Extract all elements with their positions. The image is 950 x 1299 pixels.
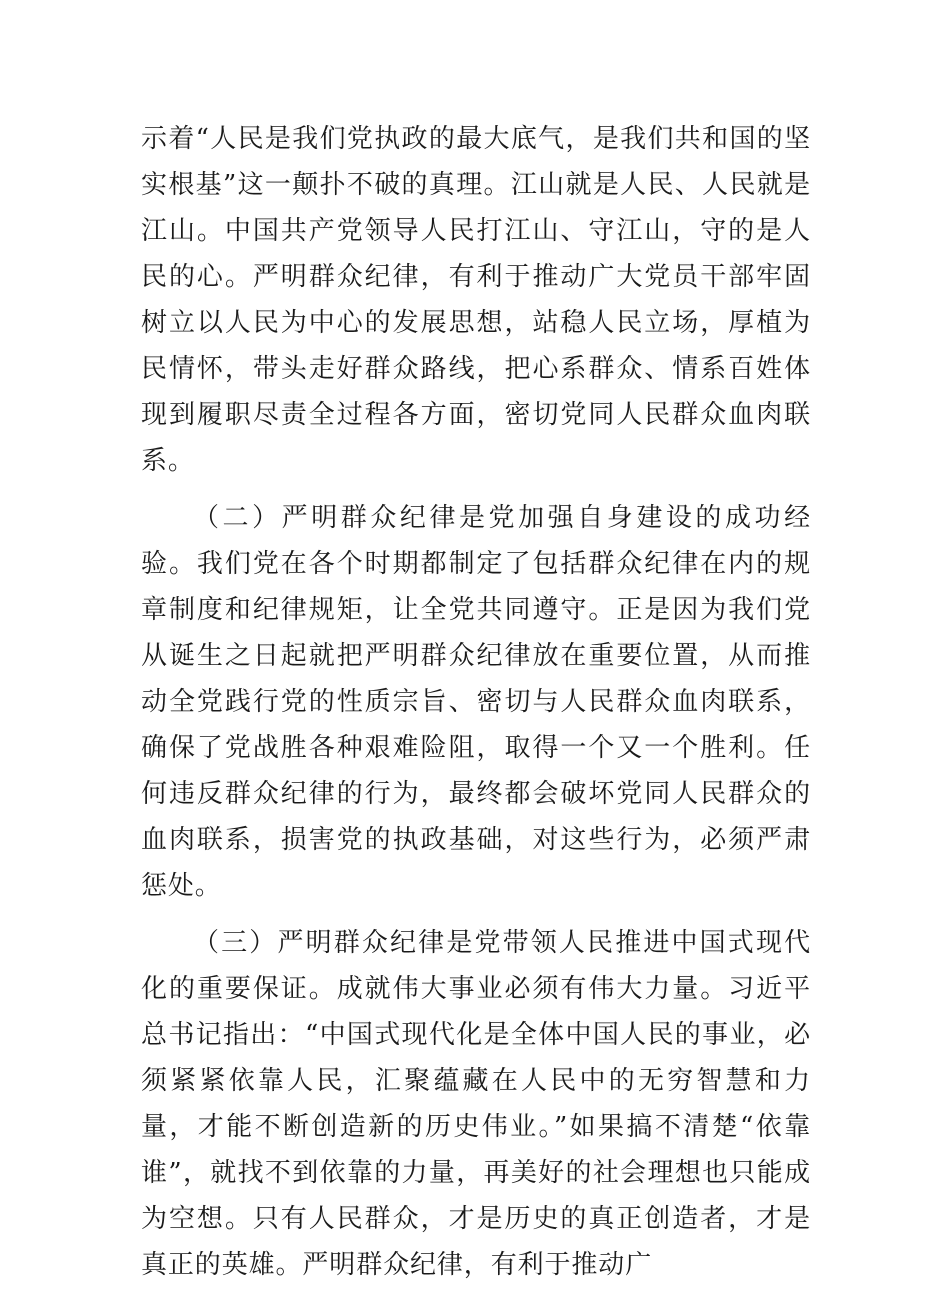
document-body: [141, 116, 811, 1299]
paragraph-section-3: （三）严明群众纪律是党带领人民推进中国式现代化的重要保证。成就伟大事业必须有伟大力量。习近平总书记指出：“中国式现代化是全体中国人民的事业，必须紧紧依靠人民，汇聚蕴藏在人民中的无穷智慧和力量，才能不断创造新的历史伟业。”如果搞不清楚“依靠谁”，就找不到依靠的力量，再美好的社会理想也只能成为空想。只有人民群众，才是历史的真正创造者，才是真正的英雄。严明群众纪律，有利于推动广: [141, 928, 811, 1280]
paragraph-section-2: （二）严明群众纪律是党加强自身建设的成功经验。我们党在各个时期都制定了包括群众纪律在内的规章制度和纪律规矩，让全党共同遵守。正是因为我们党从诞生之日起就把严明群众纪律放在重要位置，从而推动全党践行党的性质宗旨、密切与人民群众血肉联系，确保了党战胜各种艰难险阻，取得一个又一个胜利。任何违反群众纪律的行为，最终都会破坏党同人民群众的血肉联系，损害党的执政基础，对这些行为，必须严肃惩处。: [141, 503, 811, 901]
paragraph-continued: 示着“人民是我们党执政的最大底气，是我们共和国的坚实根基”这一颠扑不破的真理。江山就是人民、人民就是江山。中国共产党领导人民打江山、守江山，守的是人民的心。严明群众纪律，有利于推动广大党员干部牢固树立以人民为中心的发展思想，站稳人民立场，厚植为民情怀，带头走好群众路线，把心系群众、情系百姓体现到履职尽责全过程各方面，密切党同人民群众血肉联系。: [141, 124, 811, 476]
